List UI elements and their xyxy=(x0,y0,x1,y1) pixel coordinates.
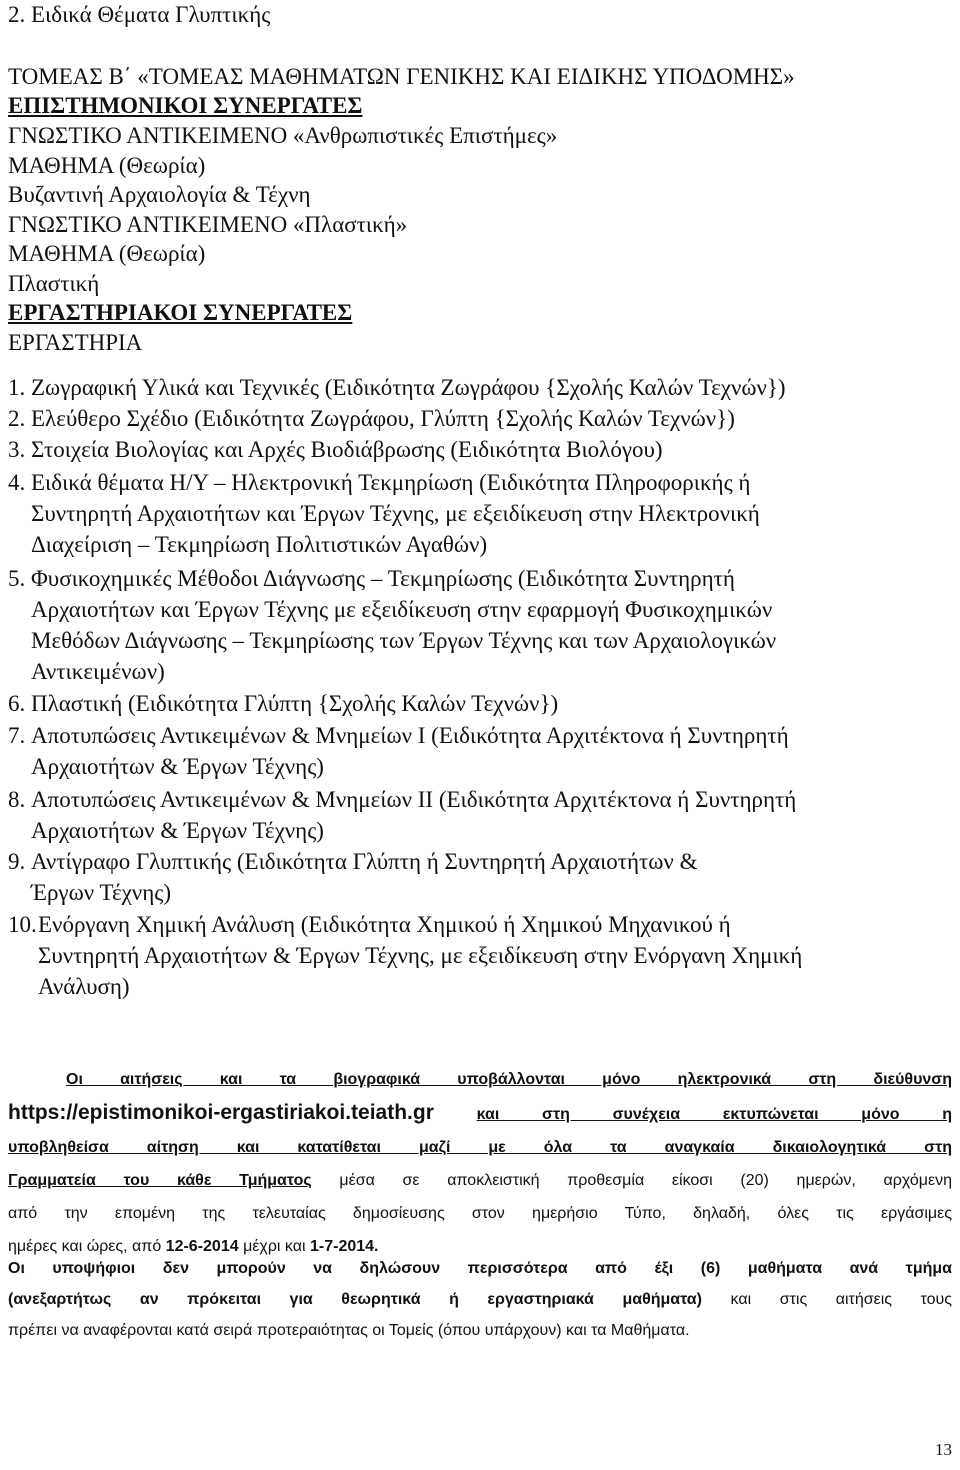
lab-list-item xyxy=(8,563,776,687)
item-number: 8. xyxy=(8,787,26,812)
item-number: 9. xyxy=(8,849,26,874)
item-text: Έργων Τέχνης) xyxy=(31,880,171,905)
item-text: Μεθόδων Διάγνωσης – Τεκμηρίωσης των Έργων Τέχνης και των Αρχαιολογικών xyxy=(31,628,777,653)
submission-url: https://epistimonikoi-ergastiriakoi.teiath.gr xyxy=(8,1101,434,1124)
lab-list-item xyxy=(8,909,802,1002)
course-type-line: ΜΑΘΗΜΑ (Θεωρία) xyxy=(8,153,206,178)
course-name-line: Βυζαντινή Αρχαιολογία & Τέχνη xyxy=(8,182,311,207)
subject-area-line: ΓΝΩΣΤΙΚΟ ΑΝΤΙΚΕΙΜΕΝΟ «Πλαστική» xyxy=(8,212,408,237)
lab-list-item xyxy=(8,846,697,908)
item-text: Συντηρητή Αρχαιοτήτων & Έργων Τέχνης, με εξειδίκευση στην Ενόργανη Χημική xyxy=(38,943,803,968)
item-text: Αρχαιοτήτων & Έργων Τέχνης) xyxy=(31,754,324,779)
item-text: Συντηρητή Αρχαιοτήτων και Έργων Τέχνης, με εξειδίκευση στην Ηλεκτρονική xyxy=(31,501,760,526)
item-text: Ανάλυση) xyxy=(38,974,130,999)
item-text: Διαχείριση – Τεκμηρίωση Πολιτιστικών Αγαθών) xyxy=(31,532,488,557)
notice-text: Γραμματεία του κάθε Τμήματος xyxy=(8,1172,312,1189)
notice-text: ημέρες και ώρες, από xyxy=(8,1238,162,1255)
sector-title: ΤΟΜΕΑΣ Β΄ «ΤΟΜΕΑΣ ΜΑΘΗΜΑΤΩΝ ΓΕΝΙΚΗΣ ΚΑΙ ΕΙΔΙΚΗΣ ΥΠΟΔΟΜΗΣ» xyxy=(8,64,795,89)
submission-notice xyxy=(8,1063,952,1263)
item-number: 5. xyxy=(8,566,26,591)
item-number: 2. xyxy=(8,406,26,431)
notice-line: Οι αιτήσεις και τα βιογραφικά υποβάλλονται μόνο ηλεκτρονικά στη διεύθυνση xyxy=(66,1071,952,1088)
notice-text: μέχρι και xyxy=(243,1238,306,1255)
item-number: 1. xyxy=(8,375,26,400)
section-heading: 2. Ειδικά Θέματα Γλυπτικής xyxy=(8,2,271,27)
notice-line xyxy=(8,1096,952,1131)
item-text: Αποτυπώσεις Αντικειμένων & Μνημείων Ι (Ειδικότητα Αρχιτέκτονα ή Συντηρητή xyxy=(31,723,789,748)
notice-line: υποβληθείσα αίτηση και κατατίθεται μαζί με όλα τα αναγκαία δικαιολογητικά στη xyxy=(8,1139,952,1156)
notice-text: και στις αιτήσεις τους xyxy=(730,1291,953,1308)
notice-line xyxy=(8,1164,952,1197)
item-text: Ενόργανη Χημική Ανάλυση (Ειδικότητα Χημικού ή Χημικού Μηχανικού ή xyxy=(38,912,731,937)
date-to: 1-7-2014. xyxy=(310,1238,379,1255)
item-text: Αποτυπώσεις Αντικειμένων & Μνημείων ΙΙ (Ειδικότητα Αρχιτέκτονα ή Συντηρητή xyxy=(31,787,797,812)
item-number: 6. xyxy=(8,691,26,716)
lab-list-item xyxy=(8,434,663,465)
course-type-line: ΜΑΘΗΜΑ (Θεωρία) xyxy=(8,241,206,266)
item-text: Αντίγραφο Γλυπτικής (Ειδικότητα Γλύπτη ή Συντηρητή Αρχαιοτήτων & xyxy=(31,849,698,874)
item-text: Αρχαιοτήτων & Έργων Τέχνης) xyxy=(31,818,324,843)
lab-list-item xyxy=(8,403,735,434)
notice-text: (ανεξαρτήτως αν πρόκειται για θεωρητικά ή εργαστηριακά μαθήματα) xyxy=(8,1291,702,1308)
scientific-collaborators-title: ΕΠΙΣΤΗΜΟΝΙΚΟΙ ΣΥΝΕΡΓΑΤΕΣ xyxy=(8,93,363,118)
item-text: Ελεύθερο Σχέδιο (Ειδικότητα Ζωγράφου, Γλύπτη {Σχολής Καλών Τεχνών}) xyxy=(31,406,735,431)
item-text: Αρχαιοτήτων και Έργων Τέχνης με εξειδίκευση στην εφαρμογή Φυσικοχημικών xyxy=(31,597,773,622)
item-text: Ζωγραφική Υλικά και Τεχνικές (Ειδικότητα Ζωγράφου {Σχολής Καλών Τεχνών}) xyxy=(31,375,786,400)
item-number: 4. xyxy=(8,470,26,495)
item-text: Ειδικά θέματα Η/Υ – Ηλεκτρονική Τεκμηρίωση (Ειδικότητα Πληροφορικής ή xyxy=(31,470,751,495)
subject-area-line: ΓΝΩΣΤΙΚΟ ΑΝΤΙΚΕΙΜΕΝΟ «Ανθρωπιστικές Επιστήμες» xyxy=(8,123,558,148)
item-number: 10. xyxy=(8,912,37,937)
item-text: Πλαστική (Ειδικότητα Γλύπτη {Σχολής Καλών Τεχνών}) xyxy=(31,691,559,716)
course-name-line: Πλαστική xyxy=(8,271,100,296)
notice-line xyxy=(8,1284,952,1315)
notice-text: και στη συνέχεια εκτυπώνεται μόνο η xyxy=(476,1106,953,1123)
lab-list-item xyxy=(8,688,558,719)
lab-collaborators-title: ΕΡΓΑΣΤΗΡΙΑΚΟΙ ΣΥΝΕΡΓΑΤΕΣ xyxy=(8,300,353,325)
course-limit-notice xyxy=(8,1253,952,1346)
item-text: Φυσικοχημικές Μέθοδοι Διάγνωσης – Τεκμηρίωσης (Ειδικότητα Συντηρητή xyxy=(31,566,735,591)
page-number: 13 xyxy=(935,1440,952,1459)
item-text: Στοιχεία Βιολογίας και Αρχές Βιοδιάβρωσης (Ειδικότητα Βιολόγου) xyxy=(31,437,663,462)
notice-line: από την επομένη της τελευταίας δημοσίευσης στον ημερήσιο Τύπο, δηλαδή, όλες τις εργάσιμες xyxy=(8,1205,952,1222)
lab-list-item xyxy=(8,372,786,403)
notice-text: μέσα σε αποκλειστική προθεσμία είκοσι (20) ημερών, αρχόμενη xyxy=(339,1172,952,1189)
item-number: 7. xyxy=(8,723,26,748)
lab-list-item xyxy=(8,467,760,560)
item-number: 3. xyxy=(8,437,26,462)
lab-list-item xyxy=(8,784,796,846)
notice-line: Οι υποψήφιοι δεν μπορούν να δηλώσουν περισσότερα από έξι (6) μαθήματα ανά τμήμα xyxy=(8,1260,952,1277)
date-from: 12-6-2014 xyxy=(165,1238,239,1255)
item-text: Αντικειμένων) xyxy=(31,659,165,684)
lab-list-item xyxy=(8,720,789,782)
notice-line: πρέπει να αναφέρονται κατά σειρά προτεραιότητας οι Τομείς (όπου υπάρχουν) και τα Μαθήματα. xyxy=(8,1322,690,1339)
labs-subtitle: ΕΡΓΑΣΤΗΡΙΑ xyxy=(8,330,143,355)
